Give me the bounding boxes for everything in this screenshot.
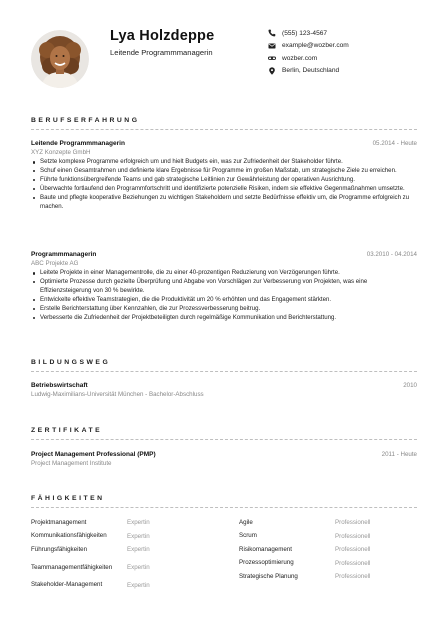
skills-grid — [31, 516, 419, 592]
skill-row — [31, 557, 211, 579]
skills-column-left — [31, 516, 211, 592]
list-item: Optimierte Prozesse durch gezielte Überprüfung und Abgabe von Vorschlägen zur Verbesserung von Projekten, was eine Effizienzsteigerung von 30 % bewirkte. — [31, 278, 419, 296]
skill-name: Prozessoptimierung — [239, 559, 294, 567]
skill-level: Expertin — [127, 532, 150, 540]
list-item: Überwachte fortlaufend den Programmfortschritt und identifizierte potenzielle Risiken, indem sie effektive Gegenmaßnahmen umsetzte. — [31, 185, 419, 194]
phone-icon — [268, 29, 276, 37]
contact-email-text[interactable]: example@wozber.com — [282, 42, 349, 50]
skill-level: Professionell — [335, 546, 371, 554]
candidate-subtitle: Leitende Programmmanagerin — [110, 48, 213, 57]
contact-location-text: Berlin, Deutschland — [282, 67, 340, 75]
job-bullets — [31, 158, 419, 211]
contact-website — [268, 52, 428, 65]
certificate-issuer: Project Management Institute — [31, 460, 112, 467]
job-company: XYZ Konzepte GmbH — [31, 149, 91, 156]
skill-level: Professionell — [335, 519, 371, 527]
skill-level: Professionell — [335, 573, 371, 581]
section-divider — [31, 439, 417, 440]
skill-name: Strategische Planung — [239, 572, 298, 580]
profile-photo-image — [31, 30, 89, 88]
education-institution: Ludwig-Maximilians-Universität München - Bachelor-Abschluss — [31, 391, 204, 398]
skill-row — [239, 516, 419, 530]
certificate-date: 2011 - Heute — [381, 451, 417, 458]
skill-row — [239, 543, 419, 557]
list-item: Setzte komplexe Programme erfolgreich um und hielt Budgets ein, was zur Zufriedenheit der Stakeholder führte. — [31, 158, 419, 167]
skill-row — [31, 579, 211, 593]
skill-level: Professionell — [335, 559, 371, 567]
skill-name: Scrum — [239, 532, 257, 540]
skill-name: Teammanagementfähigkeiten — [31, 563, 113, 571]
list-item: Entwickelte effektive Teamstrategien, die die Produktivität um 20 % erhöhten und das Engagement stärkten. — [31, 296, 419, 305]
job-company: ABC Projekte AG — [31, 260, 79, 267]
skill-level: Expertin — [127, 546, 150, 554]
skill-row — [31, 543, 211, 557]
section-divider — [31, 371, 417, 372]
skill-level: Expertin — [127, 581, 150, 589]
skill-level: Professionell — [335, 532, 371, 540]
section-title-experience: BERUFSERFAHRUNG — [31, 117, 140, 124]
list-item: Erstelle Berichterstattung über Kennzahlen, die zur Prozessverbesserung beitrug. — [31, 305, 419, 314]
contact-email — [268, 40, 428, 53]
skill-row — [31, 530, 211, 544]
skill-row — [239, 530, 419, 544]
job-date: 03.2010 - 04.2014 — [366, 251, 417, 258]
skill-level: Expertin — [127, 564, 150, 571]
contact-website-text[interactable]: wozber.com — [282, 54, 318, 62]
section-title-skills: FÄHIGKEITEN — [31, 495, 105, 502]
list-item: Baute und pflegte kooperative Beziehungen zu wichtigen Stakeholdern und setzte Bedürfnisse effektiv um, die Programme erfolgreich zu machen. — [31, 194, 419, 212]
section-title-certificates: ZERTIFIKATE — [31, 427, 103, 434]
list-item: Leitete Projekte in einer Managementrolle, die zu einer 40-prozentigen Reduzierung von Verzögerungen führte. — [31, 269, 419, 278]
contact-phone-text[interactable]: (555) 123-4567 — [282, 29, 328, 37]
contact-list — [268, 27, 428, 77]
skill-name: Führungsfähigkeiten — [31, 545, 88, 553]
contact-phone — [268, 27, 428, 40]
job-title: Programmmanagerin — [31, 251, 97, 258]
contact-location — [268, 65, 428, 78]
section-divider — [31, 129, 417, 130]
job-bullets — [31, 269, 419, 322]
skill-name: Kommunikationsfähigkeiten — [31, 532, 107, 540]
skill-name: Stakeholder-Management — [31, 581, 103, 589]
job-title: Leitende Programmmanagerin — [31, 140, 125, 147]
skill-row — [239, 557, 419, 571]
candidate-name: Lya Holzdeppe — [110, 28, 215, 44]
envelope-icon — [268, 42, 276, 50]
profile-photo — [31, 30, 89, 88]
link-icon — [268, 54, 276, 62]
education-date: 2010 — [403, 382, 417, 389]
map-pin-icon — [268, 67, 276, 75]
skill-row — [31, 516, 211, 530]
list-item: Verbesserte die Zufriedenheit der Projektbeteiligten durch regelmäßige Kommunikation und Berichterstattung. — [31, 314, 419, 323]
skill-row — [239, 570, 419, 584]
job-date: 05.2014 - Heute — [372, 140, 417, 147]
list-item: Schuf einen Gesamtrahmen und definierte klare Ergebnisse für Programme im großen Maßstab, um strategische Ziele zu erreichen. — [31, 167, 419, 176]
section-title-education: BILDUNGSWEG — [31, 359, 111, 366]
skill-name: Risikomanagement — [239, 545, 292, 553]
certificate-title: Project Management Professional (PMP) — [31, 451, 156, 458]
skills-column-right — [239, 516, 419, 592]
list-item: Führte funktionsübergreifende Teams und gab strategische Leitlinien zur Gewährleistung der operativen Ausrichtung. — [31, 176, 419, 185]
skill-name: Projektmanagement — [31, 518, 87, 526]
education-title: Betriebswirtschaft — [31, 382, 88, 389]
skill-level: Expertin — [127, 519, 150, 527]
skill-name: Agile — [239, 518, 253, 526]
section-divider — [31, 507, 417, 508]
